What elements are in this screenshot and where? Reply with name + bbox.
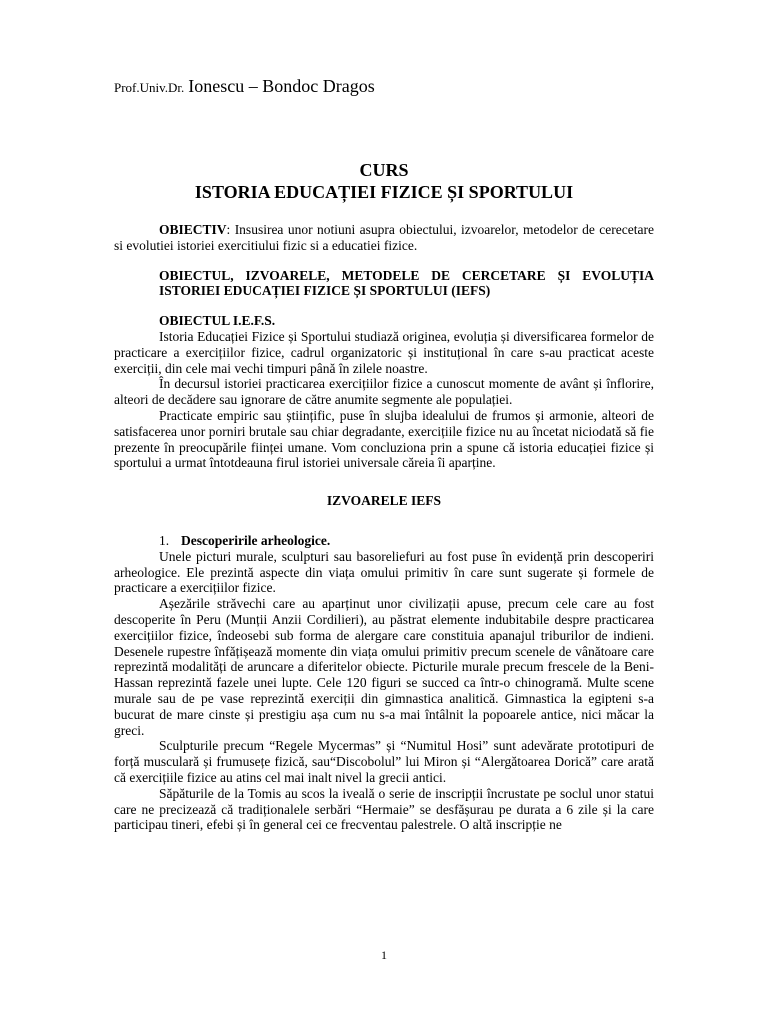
object-paragraph-2: În decursul istoriei practicarea exercițiilor fizice a cunoscut momente de avânt și înflorire, alteori de decădere sau ignorare de către anumite segmente ale populației. xyxy=(114,376,654,408)
author-name: Ionescu – Bondoc Dragos xyxy=(188,76,375,96)
objective-paragraph xyxy=(114,222,654,254)
sources-paragraph-2: Așezările străvechi care au aparținut unor civilizații apuse, precum cele care au fost descoperite în Peru (Munții Anzii Cordilieri), au păstrat elemente indubitabile despre practicarea exercițiilor fizice, îndeosebi sub forma de alergare care constituia apanajul triburilor de indieni. Desenele rupestre înfățișează momente din viața omului primitiv precum scenele de vânătoare care reprezintă modalități de aruncare a diferitelor obiecte. Picturile murale precum frescele de la Beni-Hassan reprezintă fazele unei lupte. Cele 120 figuri se succed ca într-o chinogramă. Multe scene murale sau de pe vase reprezintă exerciții din gimnastica analitică. Gimnastica la egipteni s-a bucurat de mare cinste și prestigiu așa cum nu s-a mai întâlnit la popoarele antice, nici măcar la greci. xyxy=(114,596,654,738)
author-line xyxy=(114,76,375,97)
list-item-number: 1. xyxy=(159,532,170,548)
sources-paragraph-1: Unele picturi murale, sculpturi sau basoreliefuri au fost puse în evidență prin descoperiri arheologice. Ele prezintă aspecte din viața omului primitiv în care sunt sugerate și formele de practicare a exercițiilor fizice. xyxy=(114,548,654,596)
object-paragraph-1: Istoria Educației Fizice și Sportului studiază originea, evoluția și diversificarea formelor de practicare a exercițiilor fizice, cadrul organizatoric și instituțional în care s-au practicat aceste exerciții, din cele mai vechi timpuri până în zilele noastre. xyxy=(114,328,654,376)
sources-paragraph-4: Săpăturile de la Tomis au scos la iveală o serie de inscripții încrustate pe soclul unor statui care ne precizează că tradiționalele serbări “Hermaie” se desfășurau pe durata a 6 zile și la care participau tineri, efebi și în general cei ce frecventau palestrele. O altă inscripție ne xyxy=(114,785,654,833)
page-number: 1 xyxy=(381,948,387,962)
section-heading-object: OBIECTUL I.E.F.S. xyxy=(159,313,276,329)
objective-text: : Insusirea unor notiuni asupra obiectului, izvoarelor, metodelor de cerecetare si evolutiei istoriei exercitiului fizic si a educatiei fizice. xyxy=(114,222,654,253)
course-label: CURS xyxy=(359,160,409,180)
object-paragraph-3: Practicate empiric sau științific, puse în slujba idealului de frumos și armonie, alteori de satisfacerea unor porniri brutale sau chiar degradante, exercițiile fizice nu au încetat niciodată să fie prezente în preocupările ființei umane. Vom concluziona prin a spune că istoria educației fizice și sportului a urmat întotdeauna firul istoriei universale căreia îi aparține. xyxy=(114,407,654,471)
document-body xyxy=(114,222,654,833)
list-item-archaeology xyxy=(114,533,654,549)
section-heading-sources: IZVOARELE IEFS xyxy=(326,493,442,509)
list-item-title: Descoperirile arheologice. xyxy=(181,532,331,548)
course-title: ISTORIA EDUCAȚIEI FIZICE ȘI SPORTULUI xyxy=(194,182,574,202)
objective-label: OBIECTIV xyxy=(159,222,227,237)
sources-paragraph-3: Sculpturile precum “Regele Mycermas” și “Numitul Hosi” sunt adevărate prototipuri de forță musculară și frumusețe fizică, sau“Discobolul” lui Miron și “Alergătoarea Dorică” care arată că exercițiile fizice au atins cel mai inalt nivel la grecii antici. xyxy=(114,738,654,785)
section-heading-overview: OBIECTUL, IZVOARELE, METODELE DE CERCETARE ȘI EVOLUȚIA ISTORIEI EDUCAȚIEI FIZICE ȘI SPORTULUI (IEFS) xyxy=(159,267,654,299)
author-prefix: Prof.Univ.Dr. xyxy=(114,80,185,95)
